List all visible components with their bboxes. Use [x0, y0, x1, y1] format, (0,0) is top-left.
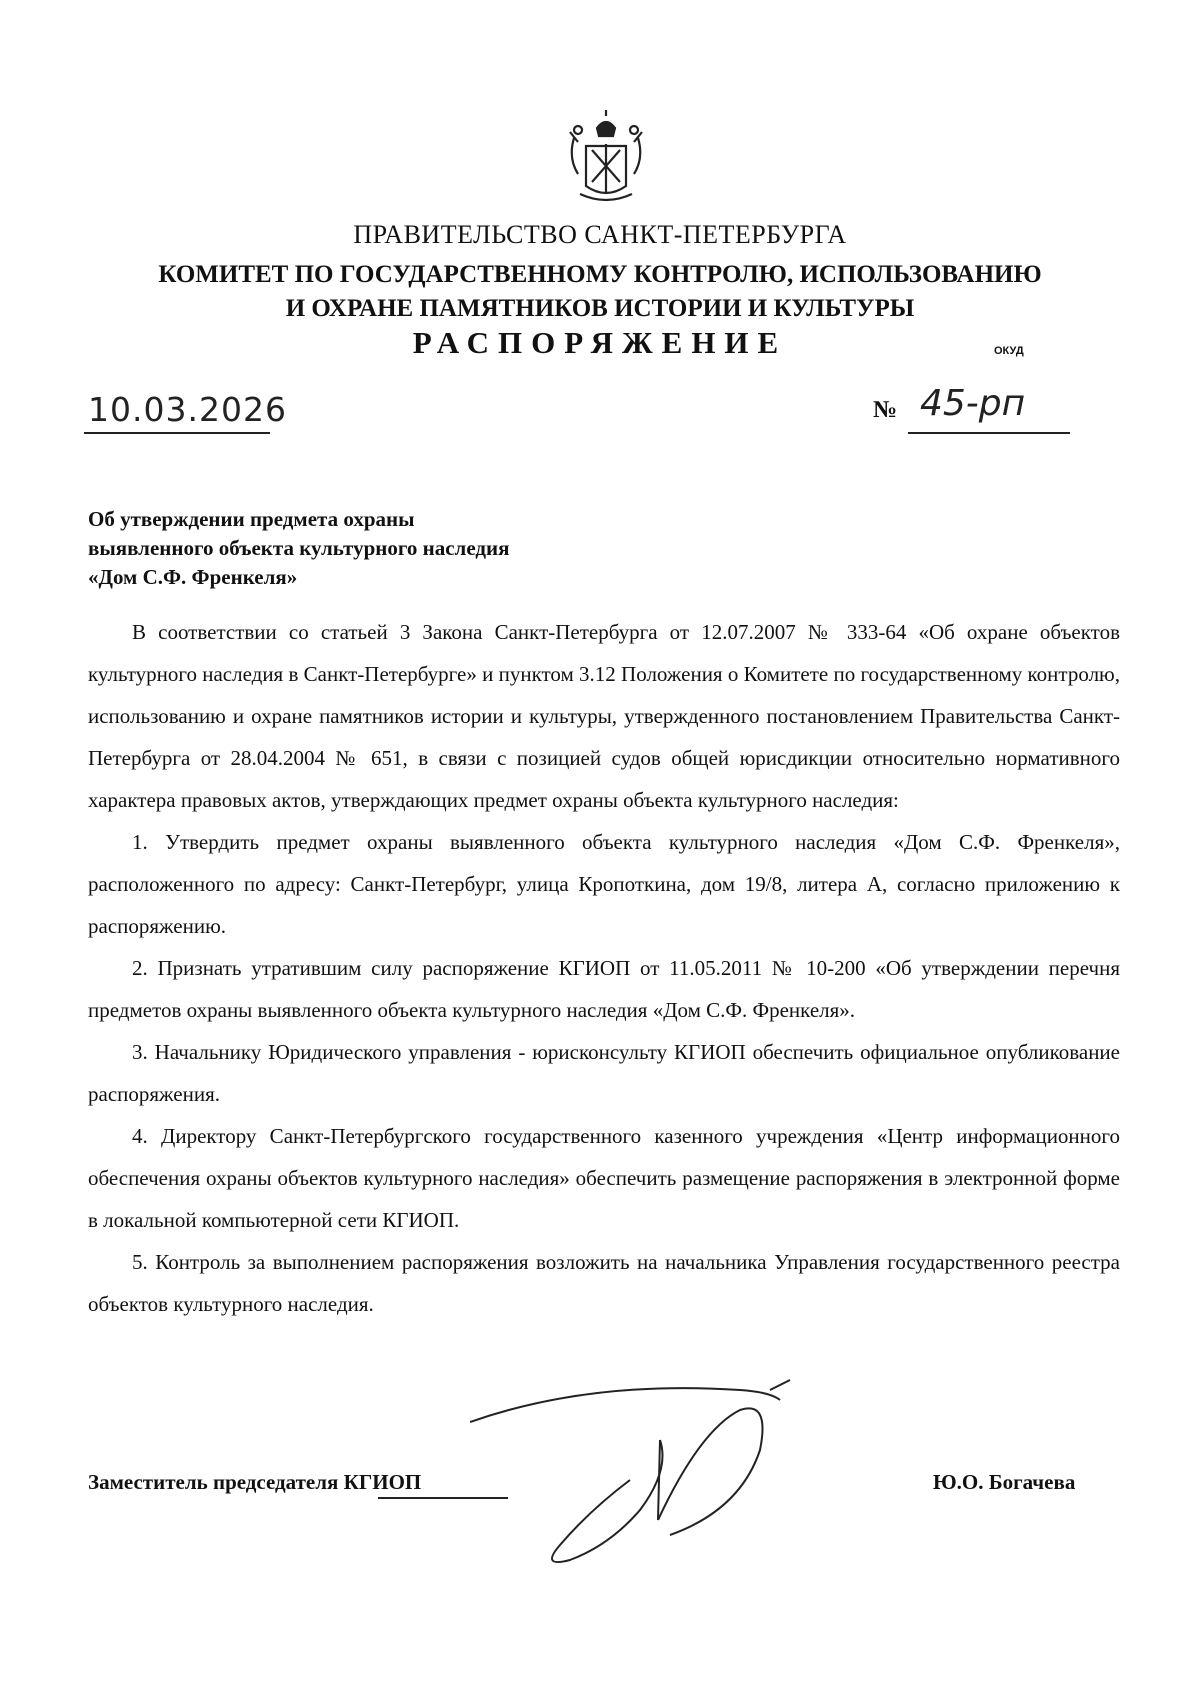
number-label: № — [873, 397, 898, 423]
number-underline — [908, 432, 1070, 434]
document-number: 45-рп — [920, 383, 1026, 424]
subject-line3: «Дом С.Ф. Френкеля» — [88, 565, 298, 589]
subject-line1: Об утверждении предмета охраны — [88, 507, 415, 531]
document-body — [88, 611, 1120, 1325]
item-1-paragraph: 1. Утвердить предмет охраны выявленного объекта культурного наследия «Дом С.Ф. Френкеля», расположенного по адресу: Санкт-Петербург, улица Кропоткина, дом 19/8, литера А, согласно приложению к распоряжению. — [88, 830, 1120, 938]
committee-title-line1: КОМИТЕТ ПО ГОСУДАРСТВЕННОМУ КОНТРОЛЮ, ИСПОЛЬЗОВАНИЮ — [158, 261, 1042, 288]
item-4-paragraph: 4. Директору Санкт-Петербургского государственного казенного учреждения «Центр информационного обеспечения охраны объектов культурного наследия» обеспечить размещение распоряжения в электронной форме в локальной компьютерной сети КГИОП. — [88, 1124, 1120, 1232]
coat-of-arms-icon — [556, 108, 656, 208]
preamble-paragraph: В соответствии со статьей 3 Закона Санкт-Петербурга от 12.07.2007 № 333-64 «Об охране объектов культурного наследия в Санкт-Петербурге» и пунктом 3.12 Положения о Комитете по государственному контролю, использованию и охране памятников истории и культуры, утвержденного постановлением Правительства Санкт-Петербурга от 28.04.2004 № 651, в связи с позицией судов общей юрисдикции относительно нормативного характера правовых актов, утверждающих предмет охраны объекта культурного наследия: — [88, 620, 1120, 812]
document-date: 10.03.2026 — [88, 390, 287, 429]
document-type-title: РАСПОРЯЖЕНИЕ — [412, 325, 788, 360]
signatory-role: Заместитель председателя КГИОП — [88, 1470, 422, 1494]
item-3-paragraph: 3. Начальнику Юридического управления - юрисконсульту КГИОП обеспечить официальное опубликование распоряжения. — [88, 1040, 1120, 1106]
subject-line2: выявленного объекта культурного наследия — [88, 536, 510, 560]
committee-title — [0, 258, 1200, 326]
date-underline — [84, 432, 270, 434]
item-5-paragraph: 5. Контроль за выполнением распоряжения возложить на начальника Управления государственного реестра объектов культурного наследия. — [88, 1250, 1120, 1316]
government-title: ПРАВИТЕЛЬСТВО САНКТ-ПЕТЕРБУРГА — [353, 220, 847, 249]
signatory-name: Ю.О. Богачева — [933, 1470, 1076, 1494]
okud-label: ОКУД — [994, 345, 1024, 357]
committee-title-line2: И ОХРАНЕ ПАМЯТНИКОВ ИСТОРИИ И КУЛЬТУРЫ — [285, 295, 915, 322]
document-subject — [88, 505, 509, 592]
item-2-paragraph: 2. Признать утратившим силу распоряжение КГИОП от 11.05.2011 № 10-200 «Об утверждении перечня предметов охраны выявленного объекта культурного наследия «Дом С.Ф. Френкеля». — [88, 956, 1120, 1022]
handwritten-signature-icon — [470, 1370, 850, 1570]
